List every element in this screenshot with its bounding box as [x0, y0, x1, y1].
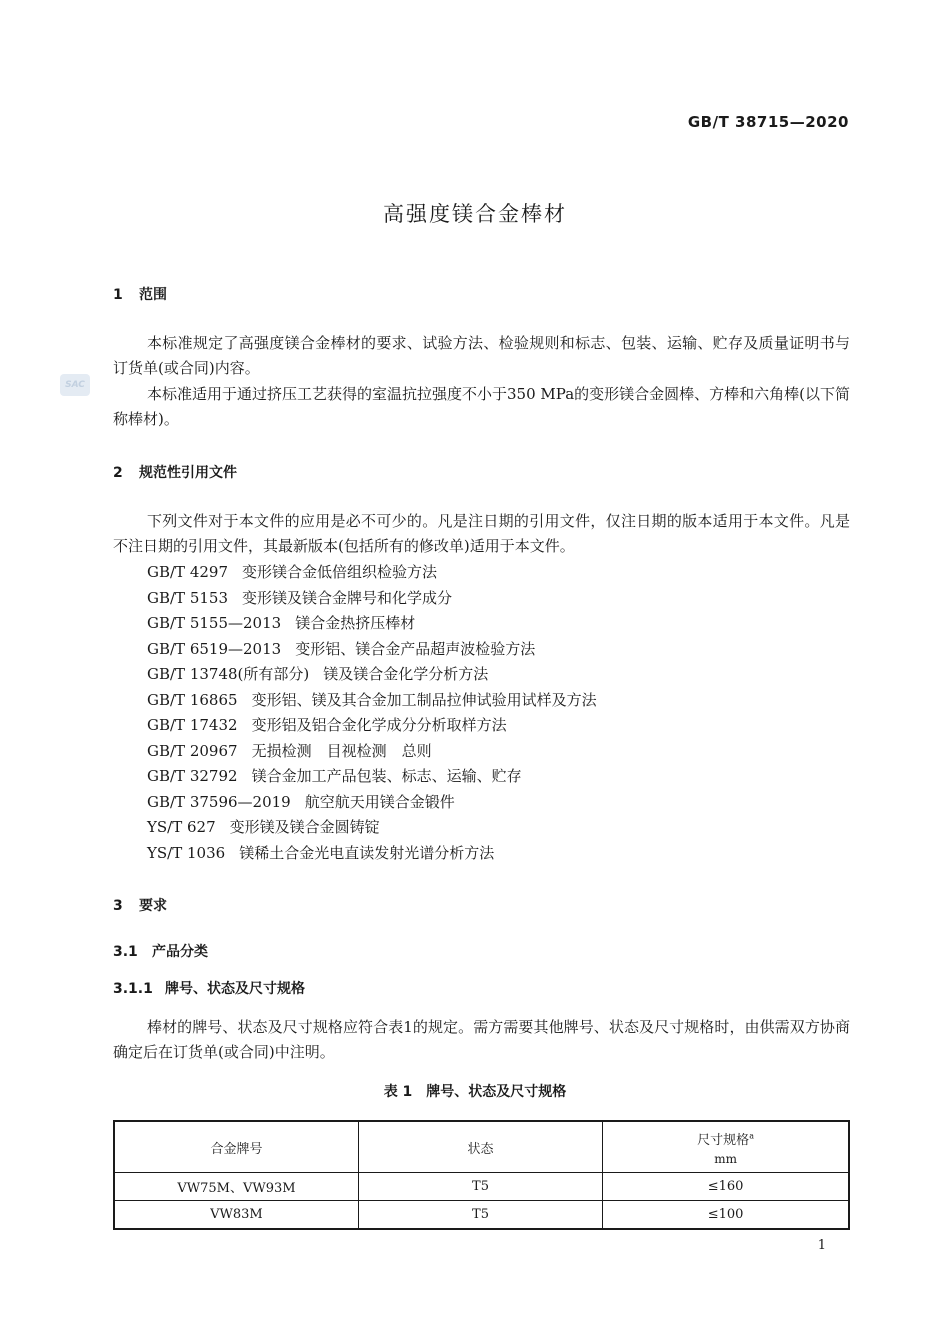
header-size [603, 1121, 849, 1173]
reference-code: GB/T 4297 [147, 563, 229, 581]
sac-watermark-logo: SAC [60, 374, 90, 396]
reference-item [147, 662, 597, 688]
reference-item [147, 790, 597, 816]
footnote-mark: a [749, 1131, 754, 1141]
header-alloy-label: 合金牌号 [210, 1141, 263, 1157]
section-3-1-1-heading [113, 978, 305, 998]
reference-code: GB/T 32792 [147, 767, 238, 785]
scope-paragraph-2: 本标准适用于通过挤压工艺获得的室温抗拉强度不小于350 MPa的变形镁合金圆棒、方棒和六角棒(以下简称棒材)。 [113, 385, 850, 428]
reference-list [147, 560, 597, 866]
cell-size: ≤100 [603, 1201, 849, 1230]
reference-code: GB/T 13748(所有部分) [147, 665, 310, 683]
header-temper [358, 1121, 602, 1173]
reference-title: 航空航天用镁合金锻件 [304, 792, 455, 811]
reference-title: 无损检测 目视检测 总则 [251, 741, 432, 760]
section-3-title: 要求 [139, 898, 167, 914]
table-header-row [114, 1121, 849, 1173]
header-size-label: 尺寸规格 [697, 1132, 750, 1148]
reference-item [147, 586, 597, 612]
reference-item [147, 815, 597, 841]
reference-title: 变形铝、镁合金产品超声波检验方法 [295, 639, 536, 658]
reference-title: 变形镁及镁合金圆铸锭 [229, 818, 380, 836]
reference-item [147, 560, 597, 586]
header-alloy [114, 1121, 358, 1173]
reference-title: 镁合金热挤压棒材 [295, 614, 416, 632]
reference-item [147, 841, 597, 867]
header-temper-label: 状态 [467, 1141, 494, 1157]
section-1-title: 范围 [139, 287, 167, 303]
reference-code: YS/T 1036 [147, 843, 226, 862]
table-row [114, 1201, 849, 1230]
reference-code: GB/T 16865 [147, 690, 238, 709]
section-3-1-1-title: 牌号、状态及尺寸规格 [165, 981, 305, 997]
header-size-unit: mm [714, 1151, 737, 1166]
section-3-1-title: 产品分类 [152, 944, 208, 960]
grades-paragraph: 棒材的牌号、状态及尺寸规格应符合表1的规定。需方需要其他牌号、状态及尺寸规格时，由供需双方协商确定后在订货单(或合同)中注明。 [113, 1018, 850, 1061]
reference-item [147, 764, 597, 790]
section-3-1-number: 3.1 [113, 944, 138, 960]
section-1-number: 1 [113, 287, 123, 303]
section-2-heading [113, 462, 237, 482]
table-1-caption: 表 1 牌号、状态及尺寸规格 [383, 1084, 567, 1100]
section-3-number: 3 [113, 898, 123, 914]
reference-title: 镁及镁合金化学分析方法 [323, 665, 489, 683]
section-3-1-heading [113, 941, 208, 961]
reference-title: 镁稀土合金光电直读发射光谱分析方法 [239, 843, 495, 862]
section-3-heading [113, 895, 167, 915]
reference-item [147, 611, 597, 637]
reference-code: GB/T 6519—2013 [147, 639, 282, 658]
scope-paragraph-1: 本标准规定了高强度镁合金棒材的要求、试验方法、检验规则和标志、包装、运输、贮存及质量证明书与订货单(或合同)内容。 [113, 334, 850, 377]
reference-title: 镁合金加工产品包装、标志、运输、贮存 [251, 767, 522, 785]
reference-item [147, 688, 597, 714]
reference-title: 变形铝、镁及其合金加工制品拉伸试验用试样及方法 [251, 690, 597, 709]
reference-code: GB/T 37596—2019 [147, 792, 291, 811]
reference-item [147, 713, 597, 739]
reference-title: 变形铝及铝合金化学成分分析取样方法 [251, 716, 507, 734]
reference-item [147, 637, 597, 663]
reference-title: 变形镁及镁合金牌号和化学成分 [242, 588, 453, 607]
cell-alloy: VW75M、VW93M [114, 1173, 358, 1201]
cell-temper: T5 [358, 1173, 602, 1201]
table-row [114, 1173, 849, 1201]
reference-code: GB/T 5155—2013 [147, 614, 282, 632]
section-2-number: 2 [113, 465, 123, 481]
section-3-1-1-number: 3.1.1 [113, 981, 153, 997]
spec-table [113, 1120, 850, 1230]
cell-alloy: VW83M [114, 1201, 358, 1230]
reference-code: GB/T 5153 [147, 588, 229, 607]
cell-temper: T5 [358, 1201, 602, 1230]
section-1-heading [113, 284, 167, 304]
document-title: 高强度镁合金棒材 [383, 202, 567, 226]
cell-size: ≤160 [603, 1173, 849, 1201]
section-2-title: 规范性引用文件 [139, 465, 237, 481]
reference-code: GB/T 17432 [147, 716, 238, 734]
references-intro: 下列文件对于本文件的应用是必不可少的。凡是注日期的引用文件，仅注日期的版本适用于本文件。凡是不注日期的引用文件，其最新版本(包括所有的修改单)适用于本文件。 [113, 512, 850, 555]
reference-title: 变形镁合金低倍组织检验方法 [242, 563, 438, 581]
reference-code: GB/T 20967 [147, 741, 238, 760]
reference-item [147, 739, 597, 765]
standard-number: GB/T 38715—2020 [687, 113, 849, 131]
reference-code: YS/T 627 [147, 818, 216, 836]
page-number: 1 [817, 1238, 826, 1253]
